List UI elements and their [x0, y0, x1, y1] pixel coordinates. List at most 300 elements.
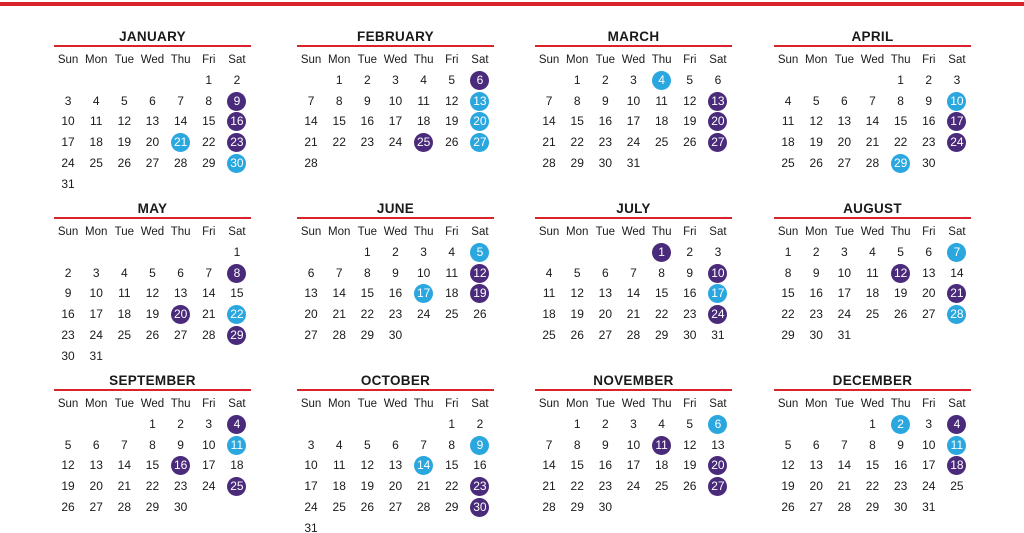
day-cell	[223, 456, 251, 477]
day-cell	[802, 242, 830, 263]
day-number: 7	[307, 93, 315, 108]
day-cell	[410, 284, 438, 305]
day-cell	[381, 304, 409, 325]
day-number: 20	[837, 135, 852, 150]
day-number: 8	[784, 265, 792, 280]
day-cell	[943, 91, 971, 112]
day-number: 27	[470, 133, 489, 152]
day-cell	[858, 91, 886, 112]
day-cell	[535, 304, 563, 325]
day-number: 13	[809, 458, 823, 473]
day-number: 23	[61, 328, 75, 343]
day-number: 14	[173, 114, 188, 129]
day-cell	[438, 497, 466, 518]
day-cell	[648, 242, 676, 263]
weekday-label: Fri	[202, 226, 216, 238]
day-number: 19	[781, 479, 795, 494]
day-cell	[297, 518, 325, 533]
day-number: 17	[61, 135, 75, 150]
day-number: 27	[809, 500, 823, 515]
day-cell	[54, 112, 82, 133]
day-cell	[915, 132, 943, 153]
day-cell	[774, 91, 802, 112]
day-cell	[563, 435, 591, 456]
day-number: 4	[947, 415, 966, 434]
weekday-label: Tue	[114, 226, 135, 238]
day-number: 10	[837, 265, 852, 280]
weekday-label: Mon	[566, 54, 589, 66]
day-cell	[676, 112, 704, 133]
day-cell	[466, 476, 494, 497]
day-cell	[297, 112, 325, 133]
day-cell	[138, 497, 166, 518]
day-cell	[381, 91, 409, 112]
day-number: 15	[781, 286, 795, 301]
day-cell	[438, 414, 466, 435]
day-cell	[82, 91, 110, 112]
day-cell	[704, 414, 732, 435]
day-number: 18	[865, 286, 880, 301]
day-number: 16	[473, 458, 487, 473]
day-cell	[563, 263, 591, 284]
weekday-label: Tue	[114, 398, 135, 410]
day-number: 9	[64, 286, 72, 301]
day-cell	[802, 112, 830, 133]
day-cell	[858, 456, 886, 477]
day-number: 29	[865, 500, 880, 515]
day-number: 8	[897, 93, 904, 108]
day-number: 27	[388, 500, 403, 515]
day-number: 12	[360, 458, 375, 473]
day-cell	[535, 112, 563, 133]
day-cell	[195, 304, 223, 325]
day-number: 17	[388, 114, 403, 129]
day-number: 11	[781, 114, 795, 129]
day-number: 10	[388, 93, 403, 108]
day-number: 1	[233, 244, 241, 259]
day-number: 15	[360, 286, 375, 301]
day-cell	[438, 456, 466, 477]
weekday-label: Sat	[709, 398, 727, 410]
day-number: 30	[227, 154, 246, 173]
day-cell	[648, 91, 676, 112]
weekday-label: Fri	[683, 54, 697, 66]
day-number: 8	[573, 437, 581, 452]
weekday-label: Fri	[445, 54, 459, 66]
day-cell	[887, 132, 915, 153]
top-red-rule	[0, 2, 1024, 6]
day-cell	[110, 435, 138, 456]
day-number: 8	[205, 93, 213, 108]
day-number: 16	[893, 458, 908, 473]
month-title: JULY	[616, 201, 651, 216]
day-number: 6	[602, 265, 609, 280]
empty-cell	[297, 414, 325, 435]
day-cell	[110, 456, 138, 477]
day-number: 6	[470, 71, 489, 90]
day-cell	[381, 70, 409, 91]
day-cell	[138, 112, 166, 133]
day-number: 14	[950, 265, 964, 280]
day-cell	[110, 325, 138, 346]
day-cell	[381, 132, 409, 153]
day-cell	[943, 70, 971, 91]
day-cell	[676, 284, 704, 305]
weekday-header	[297, 50, 494, 70]
day-cell	[774, 497, 802, 518]
day-number: 17	[304, 479, 318, 494]
day-cell	[858, 263, 886, 284]
day-cell	[54, 153, 82, 174]
day-number: 13	[89, 458, 103, 473]
day-cell	[774, 325, 802, 346]
day-number: 23	[893, 479, 908, 494]
weekday-label: Tue	[834, 398, 855, 410]
day-cell	[802, 91, 830, 112]
day-number: 15	[570, 114, 584, 129]
day-cell	[704, 91, 732, 112]
day-number: 18	[230, 458, 244, 473]
day-cell	[619, 91, 647, 112]
day-number: 14	[202, 286, 216, 301]
day-number: 3	[925, 416, 933, 431]
day-cell	[535, 153, 563, 174]
day-cell	[167, 476, 195, 497]
day-cell	[438, 476, 466, 497]
month-rule	[535, 389, 732, 391]
day-cell	[619, 132, 647, 153]
day-number: 6	[841, 93, 848, 108]
day-number: 3	[205, 416, 213, 431]
day-number: 1	[149, 416, 156, 431]
weekday-label: Thu	[413, 398, 434, 410]
day-cell	[82, 456, 110, 477]
day-number: 25	[542, 328, 556, 343]
weekday-header	[297, 394, 494, 414]
day-grid	[535, 70, 732, 174]
month-rule	[774, 45, 971, 47]
day-cell	[676, 132, 704, 153]
day-cell	[563, 132, 591, 153]
weekday-label: Sun	[538, 398, 560, 410]
day-cell	[887, 497, 915, 518]
empty-cell	[619, 242, 647, 263]
day-number: 13	[598, 286, 613, 301]
day-cell	[619, 435, 647, 456]
day-cell	[353, 304, 381, 325]
day-number: 10	[416, 265, 431, 280]
day-number: 10	[61, 114, 75, 129]
day-cell	[774, 242, 802, 263]
day-cell	[858, 435, 886, 456]
day-number: 24	[304, 500, 318, 515]
weekday-label: Wed	[621, 226, 646, 238]
day-number: 12	[470, 264, 489, 283]
day-cell	[438, 263, 466, 284]
day-cell	[676, 70, 704, 91]
day-number: 2	[891, 415, 910, 434]
day-cell	[591, 112, 619, 133]
weekday-label: Thu	[170, 398, 191, 410]
day-cell	[82, 153, 110, 174]
day-cell	[619, 476, 647, 497]
day-number: 1	[897, 72, 904, 87]
day-number: 28	[542, 500, 556, 515]
weekday-label: Mon	[328, 54, 351, 66]
day-cell	[648, 414, 676, 435]
day-cell	[54, 497, 82, 518]
day-cell	[858, 497, 886, 518]
day-cell	[381, 325, 409, 346]
day-cell	[110, 497, 138, 518]
day-number: 5	[686, 416, 694, 431]
month-rule	[54, 389, 251, 391]
day-number: 24	[922, 479, 936, 494]
day-grid	[297, 414, 494, 533]
day-cell	[138, 476, 166, 497]
day-cell	[774, 304, 802, 325]
weekday-label: Fri	[445, 226, 459, 238]
day-cell	[830, 497, 858, 518]
day-cell	[648, 456, 676, 477]
day-number: 3	[630, 72, 637, 87]
day-cell	[830, 435, 858, 456]
day-cell	[887, 284, 915, 305]
empty-cell	[410, 414, 438, 435]
day-number: 5	[364, 437, 371, 452]
day-number: 30	[598, 500, 613, 515]
month-title: AUGUST	[843, 201, 902, 216]
day-number: 7	[841, 437, 848, 452]
weekday-label: Sat	[948, 226, 966, 238]
day-cell	[223, 414, 251, 435]
day-number: 22	[227, 305, 246, 324]
weekday-label: Wed	[860, 398, 885, 410]
weekday-label: Sun	[57, 54, 79, 66]
day-number: 6	[708, 415, 727, 434]
weekday-label: Sun	[57, 398, 79, 410]
day-number: 14	[304, 114, 318, 129]
day-number: 19	[470, 284, 489, 303]
day-number: 3	[714, 244, 722, 259]
day-cell	[830, 476, 858, 497]
day-number: 1	[573, 72, 581, 87]
day-cell	[619, 456, 647, 477]
weekday-label: Thu	[890, 398, 911, 410]
day-cell	[110, 476, 138, 497]
day-number: 9	[227, 92, 246, 111]
month-title: NOVEMBER	[593, 373, 674, 388]
day-cell	[619, 153, 647, 174]
day-cell	[381, 242, 409, 263]
day-cell	[535, 284, 563, 305]
weekday-label: Wed	[621, 398, 646, 410]
day-grid	[774, 414, 971, 518]
day-number: 22	[145, 479, 160, 494]
day-cell	[438, 284, 466, 305]
day-number: 31	[304, 520, 318, 533]
day-number: 17	[837, 286, 852, 301]
day-cell	[353, 263, 381, 284]
weekday-label: Wed	[140, 398, 165, 410]
empty-cell	[535, 414, 563, 435]
day-cell	[887, 70, 915, 91]
empty-cell	[353, 414, 381, 435]
day-cell	[54, 346, 82, 367]
empty-cell	[325, 242, 353, 263]
day-number: 29	[891, 154, 910, 173]
day-number: 3	[420, 244, 427, 259]
day-cell	[619, 263, 647, 284]
day-cell	[802, 284, 830, 305]
day-number: 9	[392, 265, 399, 280]
day-number: 26	[145, 328, 160, 343]
day-cell	[858, 112, 886, 133]
day-cell	[704, 70, 732, 91]
day-cell	[466, 91, 494, 112]
day-number: 14	[865, 114, 880, 129]
day-number: 18	[781, 135, 795, 150]
day-cell	[830, 284, 858, 305]
weekday-label: Mon	[85, 398, 108, 410]
weekday-label: Wed	[383, 398, 408, 410]
day-number: 29	[227, 326, 246, 345]
day-number: 4	[658, 416, 665, 431]
day-number: 28	[173, 156, 188, 171]
day-cell	[82, 284, 110, 305]
day-number: 5	[784, 437, 792, 452]
day-cell	[830, 456, 858, 477]
day-number: 5	[121, 93, 128, 108]
day-number: 16	[61, 307, 75, 322]
day-number: 3	[92, 265, 100, 280]
weekday-label: Tue	[595, 398, 616, 410]
day-cell	[138, 284, 166, 305]
day-cell	[223, 476, 251, 497]
day-cell	[858, 284, 886, 305]
day-number: 21	[171, 133, 190, 152]
day-cell	[110, 284, 138, 305]
day-number: 7	[545, 437, 553, 452]
month-september	[54, 372, 251, 518]
day-number: 15	[570, 458, 584, 473]
day-cell	[563, 91, 591, 112]
day-cell	[887, 414, 915, 435]
day-cell	[223, 132, 251, 153]
weekday-label: Sun	[300, 54, 322, 66]
weekday-label: Wed	[140, 54, 165, 66]
day-cell	[110, 91, 138, 112]
day-number: 20	[145, 135, 160, 150]
day-cell	[138, 91, 166, 112]
day-cell	[54, 91, 82, 112]
day-number: 18	[542, 307, 556, 322]
day-number: 1	[448, 416, 456, 431]
day-number: 11	[652, 436, 671, 455]
calendar-row	[54, 200, 974, 372]
day-number: 27	[837, 156, 852, 171]
day-cell	[195, 414, 223, 435]
day-number: 13	[145, 114, 160, 129]
day-number: 2	[392, 244, 399, 259]
day-number: 10	[89, 286, 103, 301]
weekday-label: Sat	[709, 226, 727, 238]
weekday-label: Sat	[948, 54, 966, 66]
month-may	[54, 200, 251, 367]
day-cell	[82, 132, 110, 153]
day-cell	[563, 476, 591, 497]
day-number: 31	[626, 156, 641, 171]
month-title: JUNE	[376, 201, 415, 216]
calendar-grid	[54, 28, 974, 533]
day-number: 2	[177, 416, 184, 431]
day-number: 30	[388, 328, 403, 343]
day-number: 27	[89, 500, 103, 515]
day-cell	[167, 112, 195, 133]
day-cell	[82, 304, 110, 325]
day-cell	[648, 304, 676, 325]
day-cell	[802, 325, 830, 346]
day-cell	[943, 242, 971, 263]
empty-cell	[858, 70, 886, 91]
weekday-label: Tue	[357, 226, 378, 238]
day-cell	[466, 435, 494, 456]
month-rule	[297, 389, 494, 391]
month-rule	[54, 217, 251, 219]
day-number: 22	[893, 135, 908, 150]
day-number: 24	[626, 479, 641, 494]
day-number: 19	[445, 114, 459, 129]
day-cell	[915, 284, 943, 305]
day-number: 2	[364, 72, 371, 87]
day-cell	[563, 112, 591, 133]
day-cell	[466, 304, 494, 325]
day-number: 18	[89, 135, 103, 150]
day-number: 26	[473, 307, 487, 322]
calendar-row	[54, 28, 974, 200]
day-number: 22	[332, 135, 346, 150]
day-cell	[167, 497, 195, 518]
day-number: 4	[652, 71, 671, 90]
day-number: 10	[304, 458, 318, 473]
weekday-label: Mon	[328, 226, 351, 238]
day-number: 30	[470, 498, 489, 517]
day-cell	[110, 263, 138, 284]
day-number: 27	[173, 328, 188, 343]
day-cell	[830, 91, 858, 112]
day-cell	[774, 263, 802, 284]
day-number: 21	[837, 479, 852, 494]
day-cell	[858, 304, 886, 325]
weekday-header	[535, 222, 732, 242]
day-number: 19	[809, 135, 823, 150]
month-rule	[774, 389, 971, 391]
month-february	[297, 28, 494, 174]
day-cell	[704, 304, 732, 325]
empty-cell	[591, 242, 619, 263]
day-number: 25	[89, 156, 103, 171]
day-cell	[648, 284, 676, 305]
day-cell	[410, 91, 438, 112]
day-number: 17	[414, 284, 433, 303]
day-number: 10	[626, 437, 641, 452]
day-number: 15	[445, 458, 459, 473]
day-number: 19	[570, 307, 584, 322]
day-number: 17	[89, 307, 103, 322]
day-number: 28	[837, 500, 852, 515]
day-number: 9	[177, 437, 184, 452]
day-cell	[619, 325, 647, 346]
